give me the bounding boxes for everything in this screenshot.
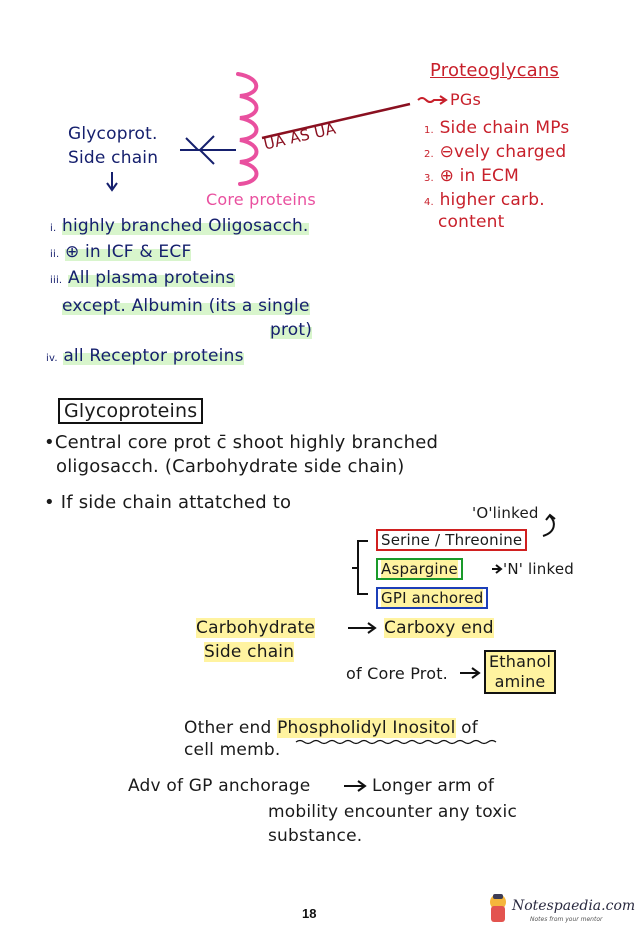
serine-threonine-box: Serine / Threonine xyxy=(376,529,527,551)
carboxy-end-label: Carboxy end xyxy=(384,618,494,638)
proteoglycans-title: Proteoglycans xyxy=(430,60,560,81)
core-proteins-label: Core proteins xyxy=(206,190,316,209)
pg-item-1: 1. Side chain MPs xyxy=(424,118,570,138)
ethanolamine-box: Ethanol amine xyxy=(484,650,556,694)
page-number: 18 xyxy=(302,906,317,921)
glyco-point-3: iii. All plasma proteins xyxy=(50,268,235,288)
bracket xyxy=(352,541,368,594)
pgs-arrow xyxy=(418,98,444,102)
other-end-line-2: cell memb. xyxy=(184,740,281,760)
bullet-1-line-2: oligosacch. (Carbohydrate side chain) xyxy=(56,456,405,477)
carbohydrate-label: Carbohydrate xyxy=(196,618,316,638)
brand-tagline: Notes from your mentor xyxy=(530,916,603,923)
brand-logo-icon xyxy=(490,894,506,922)
glyco-point-2: ii. ⊕ in ICF & ECF xyxy=(50,242,192,262)
bullet-2: • If side chain attatched to xyxy=(44,492,292,513)
glyco-point-3-cont: except. Albumin (its a single xyxy=(62,296,310,316)
other-end-line-1: Other end Phospholidyl Inositol of xyxy=(184,718,478,738)
side-chain-label-1: Glycoprot. xyxy=(68,124,158,144)
pgs-label: PGs xyxy=(450,90,481,109)
side-chain-fork xyxy=(180,136,236,164)
glycoproteins-heading: Glycoproteins xyxy=(58,398,203,424)
brand-name: Notespaedia.com xyxy=(512,898,635,914)
side-chain-label-2: Side chain xyxy=(68,148,159,168)
pg-item-2: 2. ⊖vely charged xyxy=(424,142,567,162)
core-protein-coil xyxy=(238,74,257,184)
of-core-prot-label: of Core Prot. xyxy=(346,664,448,683)
o-linked-arrow xyxy=(543,516,554,536)
glyco-point-1: i. highly branched Oligosacch. xyxy=(50,216,309,236)
pg-item-3: 3. ⊕ in ECM xyxy=(424,166,519,186)
side-chain-label: Side chain xyxy=(204,642,295,662)
asparagine-box: Aspargine xyxy=(376,558,463,580)
gpi-anchored-box: GPI anchored xyxy=(376,587,488,609)
bullet-1-line-1: •Central core prot c̄ shoot highly branched xyxy=(44,432,439,453)
glyco-point-4: iv. all Receptor proteins xyxy=(46,346,244,366)
n-linked-label: 'N' linked xyxy=(503,560,574,578)
o-linked-label: 'O'linked xyxy=(472,504,539,522)
wavy-underline xyxy=(296,741,496,744)
adv-line-1-right: Longer arm of xyxy=(372,776,495,796)
adv-line-1-left: Adv of GP anchorage xyxy=(128,776,311,796)
adv-line-2: mobility encounter any toxic xyxy=(268,802,518,822)
adv-line-3: substance. xyxy=(268,826,363,846)
ua-as-ua-label: UA AS UA xyxy=(262,119,338,154)
pg-item-4: 4. higher carb. xyxy=(424,190,545,210)
pg-item-4-cont: content xyxy=(438,212,505,232)
glyco-point-3-cont2: prot) xyxy=(270,320,313,340)
